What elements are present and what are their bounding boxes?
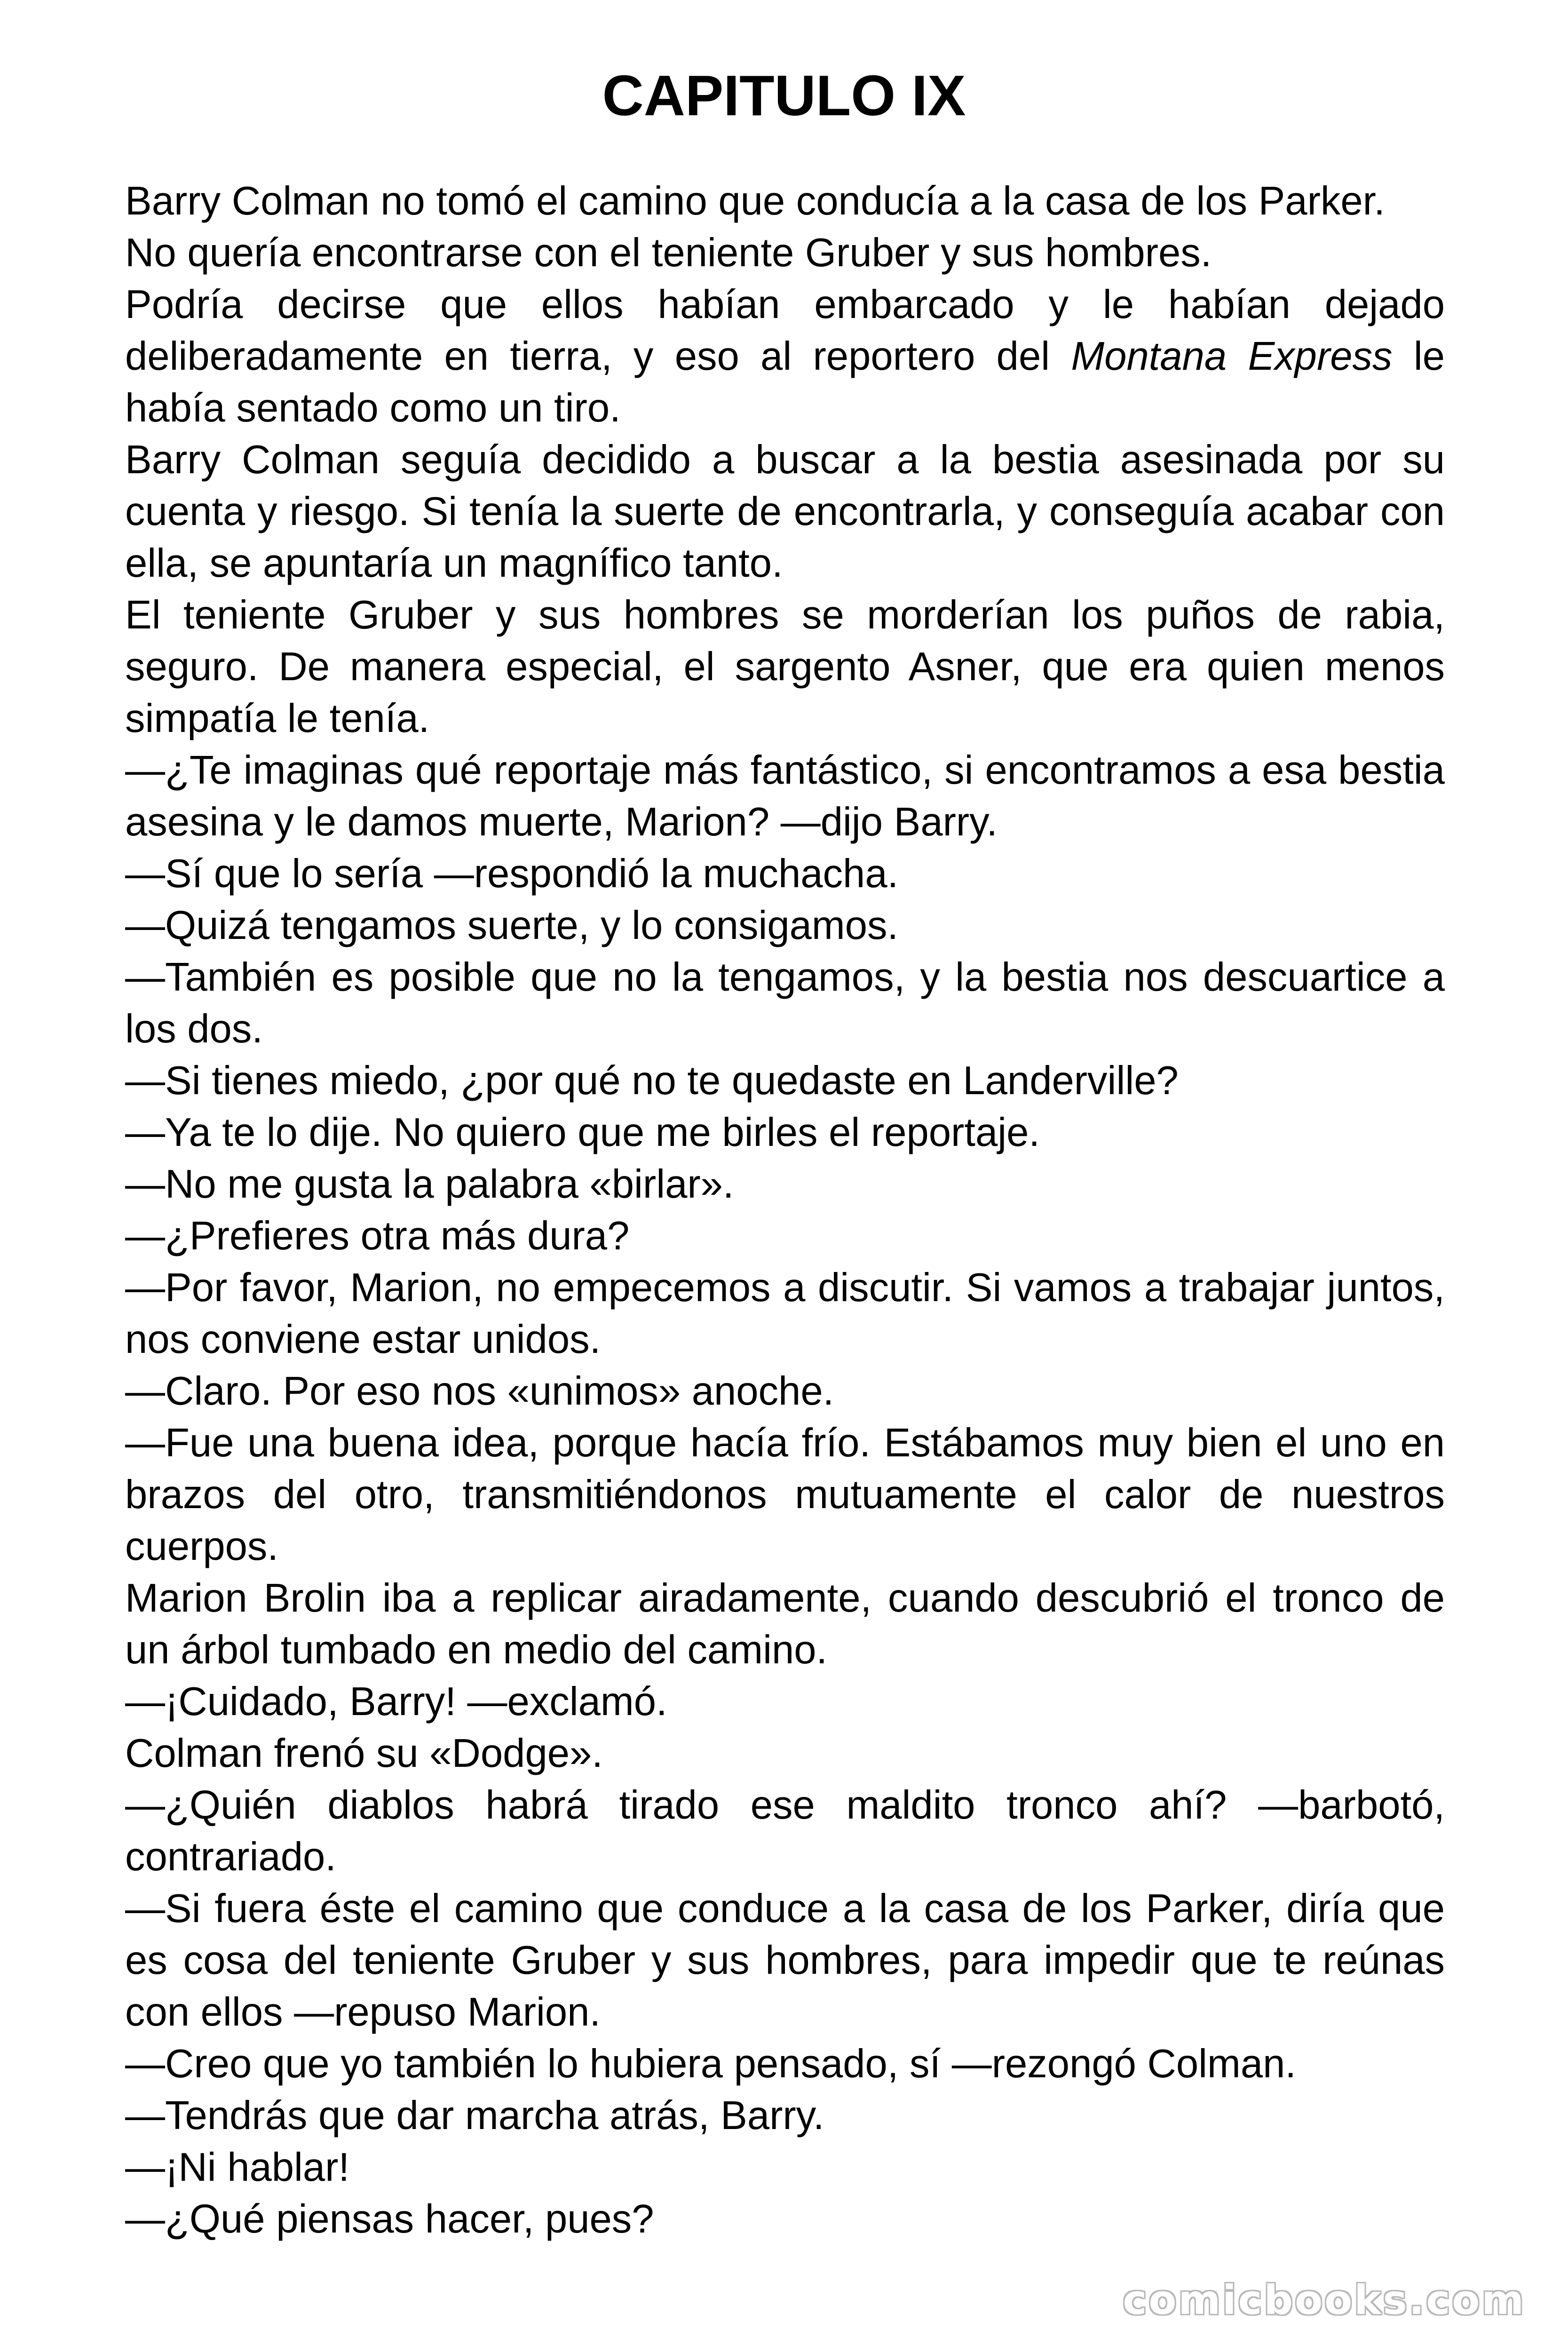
paragraph: —Si tienes miedo, ¿por qué no te quedaste en Landerville? bbox=[125, 1058, 1179, 1103]
paragraph: —Si fuera éste el camino que conduce a la casa de los Parker, diría que es cosa del teniente Gruber y sus hombres, para impedir que te reúnas con ellos —repuso Marion. bbox=[125, 1886, 1445, 2034]
paragraph: —¿Quién diablos habrá tirado ese maldito tronco ahí? —barbotó, contrariado. bbox=[125, 1783, 1445, 1879]
paragraph: Barry Colman no tomó el camino que conducía a la casa de los Parker. bbox=[125, 179, 1385, 223]
paragraph: —También es posible que no la tengamos, y la bestia nos descuartice a los dos. bbox=[125, 955, 1445, 1051]
paragraph-text: le había sentado como un tiro. bbox=[125, 334, 1445, 430]
newspaper-name: Montana Express bbox=[1071, 334, 1393, 379]
paragraph: —Creo que yo también lo hubiera pensado, sí —rezongó Colman. bbox=[125, 2042, 1297, 2086]
paragraph: —¿Prefieres otra más dura? bbox=[125, 1214, 630, 1258]
paragraph: —¿Qué piensas hacer, pues? bbox=[125, 2197, 654, 2241]
paragraph: —Claro. Por eso nos «unimos» anoche. bbox=[125, 1369, 834, 1414]
paragraph-text: Podría decirse que ellos habían embarcado y le habían dejado deliberadamente en tierra, y eso al reportero del bbox=[125, 282, 1445, 379]
paragraph: —Tendrás que dar marcha atrás, Barry. bbox=[125, 2093, 824, 2138]
paragraph: —¡Ni hablar! bbox=[125, 2145, 350, 2190]
paragraph: —Por favor, Marion, no empecemos a discutir. Si vamos a trabajar juntos, nos conviene estar unidos. bbox=[125, 1265, 1445, 1362]
paragraph: No quería encontrarse con el teniente Gruber y sus hombres. bbox=[125, 230, 1212, 275]
chapter-body bbox=[125, 175, 1445, 2245]
paragraph: Marion Brolin iba a replicar airadamente, cuando descubrió el tronco de un árbol tumbado en medio del camino. bbox=[125, 1576, 1445, 1672]
paragraph: —Fue una buena idea, porque hacía frío. Estábamos muy bien el uno en brazos del otro, transmitiéndonos mutuamente el calor de nuestros cuerpos. bbox=[125, 1421, 1445, 1569]
paragraph bbox=[125, 279, 1445, 434]
paragraph: El teniente Gruber y sus hombres se morderían los puños de rabia, seguro. De manera especial, el sargento Asner, que era quien menos simpatía le tenía. bbox=[125, 593, 1445, 741]
paragraph: Barry Colman seguía decidido a buscar a la bestia asesinada por su cuenta y riesgo. Si tenía la suerte de encontrarla, y conseguía acabar con ella, se apuntaría un magnífico tanto. bbox=[125, 437, 1445, 586]
chapter-title: CAPITULO IX bbox=[602, 64, 966, 127]
paragraph: —No me gusta la palabra «birlar». bbox=[125, 1162, 734, 1207]
paragraph: —¡Cuidado, Barry! —exclamó. bbox=[125, 1679, 667, 1724]
paragraph: Colman frenó su «Dodge». bbox=[125, 1731, 603, 1776]
paragraph: —¿Te imaginas qué reportaje más fantástico, si encontramos a esa bestia asesina y le damos muerte, Marion? —dijo Barry. bbox=[125, 748, 1445, 844]
watermark: comicbooks.com bbox=[1123, 2277, 1526, 2324]
paragraph: —Sí que lo sería —respondió la muchacha. bbox=[125, 851, 899, 896]
paragraph: —Ya te lo dije. No quiero que me birles el reportaje. bbox=[125, 1110, 1040, 1155]
paragraph: —Quizá tengamos suerte, y lo consigamos. bbox=[125, 903, 899, 948]
